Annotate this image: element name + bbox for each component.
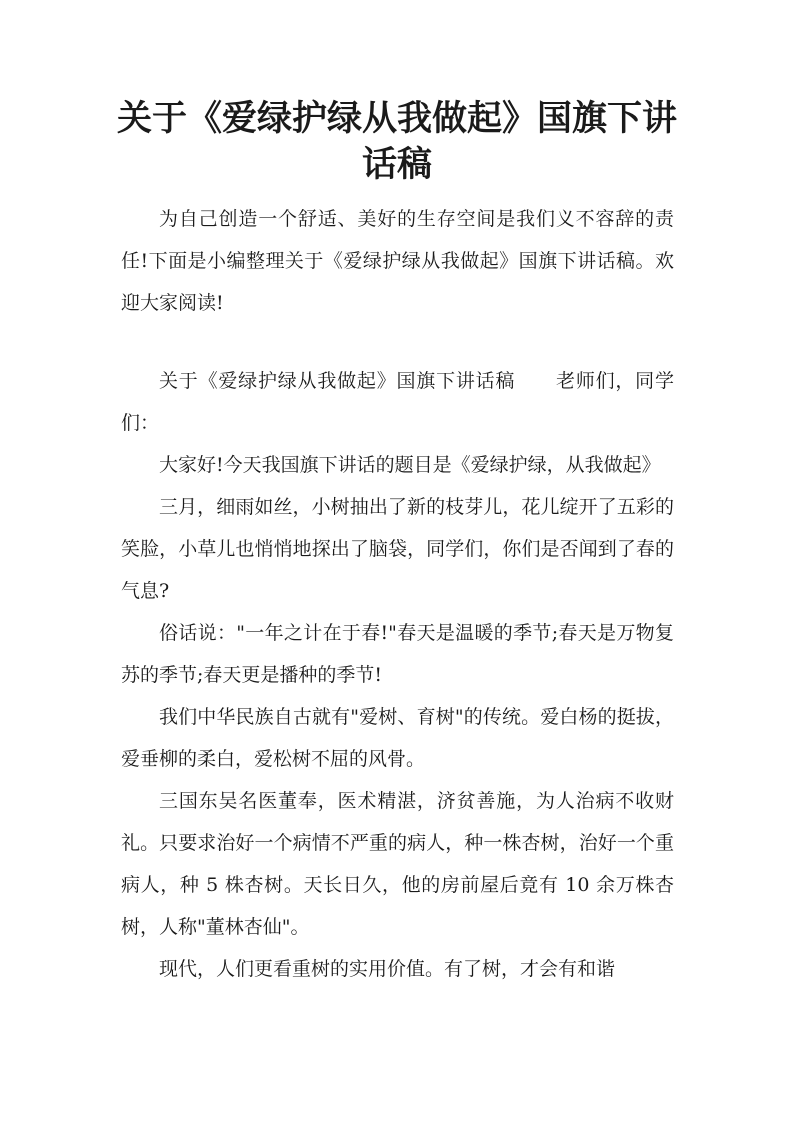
- speech-heading: 关于《爱绿护绿从我做起》国旗下讲话稿: [159, 370, 516, 392]
- intro-paragraph: 为自己创造一个舒适、美好的生存空间是我们义不容辞的责任!下面是小编整理关于《爱绿护绿从我做起》国旗下讲话稿。欢迎大家阅读!: [121, 208, 674, 314]
- paragraph: 大家好!今天我国旗下讲话的题目是《爱绿护绿，从我做起》: [159, 454, 661, 476]
- salutation: 老师们，同学们：: [121, 370, 674, 434]
- document-body: [121, 198, 674, 990]
- paragraph: 三国东吴名医董奉，医术精湛，济贫善施，为人治病不收财礼。只要求治好一个病情不严重的病人，种一株杏树，治好一个重病人，种 5 株杏树。天长日久，他的房前屋后竟有 10 余万株杏树，人称"董林杏仙"。: [121, 790, 674, 938]
- paragraph: 俗话说："一年之计在于春!"春天是温暖的季节;春天是万物复苏的季节;春天更是播种的季节!: [121, 622, 674, 686]
- paragraph: 三月，细雨如丝，小树抽出了新的枝芽儿，花儿绽开了五彩的笑脸，小草儿也悄悄地探出了脑袋，同学们，你们是否闻到了春的气息?: [121, 496, 674, 602]
- document-title: 关于《爱绿护绿从我做起》国旗下讲话稿: [116, 98, 677, 185]
- paragraph: 现代，人们更看重树的实用价值。有了树，才会有和谐: [159, 958, 616, 980]
- speech-heading-paragraph: [121, 360, 674, 444]
- paragraph: 我们中华民族自古就有"爱树、育树"的传统。爱白杨的挺拔，爱垂柳的柔白，爱松树不屈的风骨。: [121, 706, 674, 770]
